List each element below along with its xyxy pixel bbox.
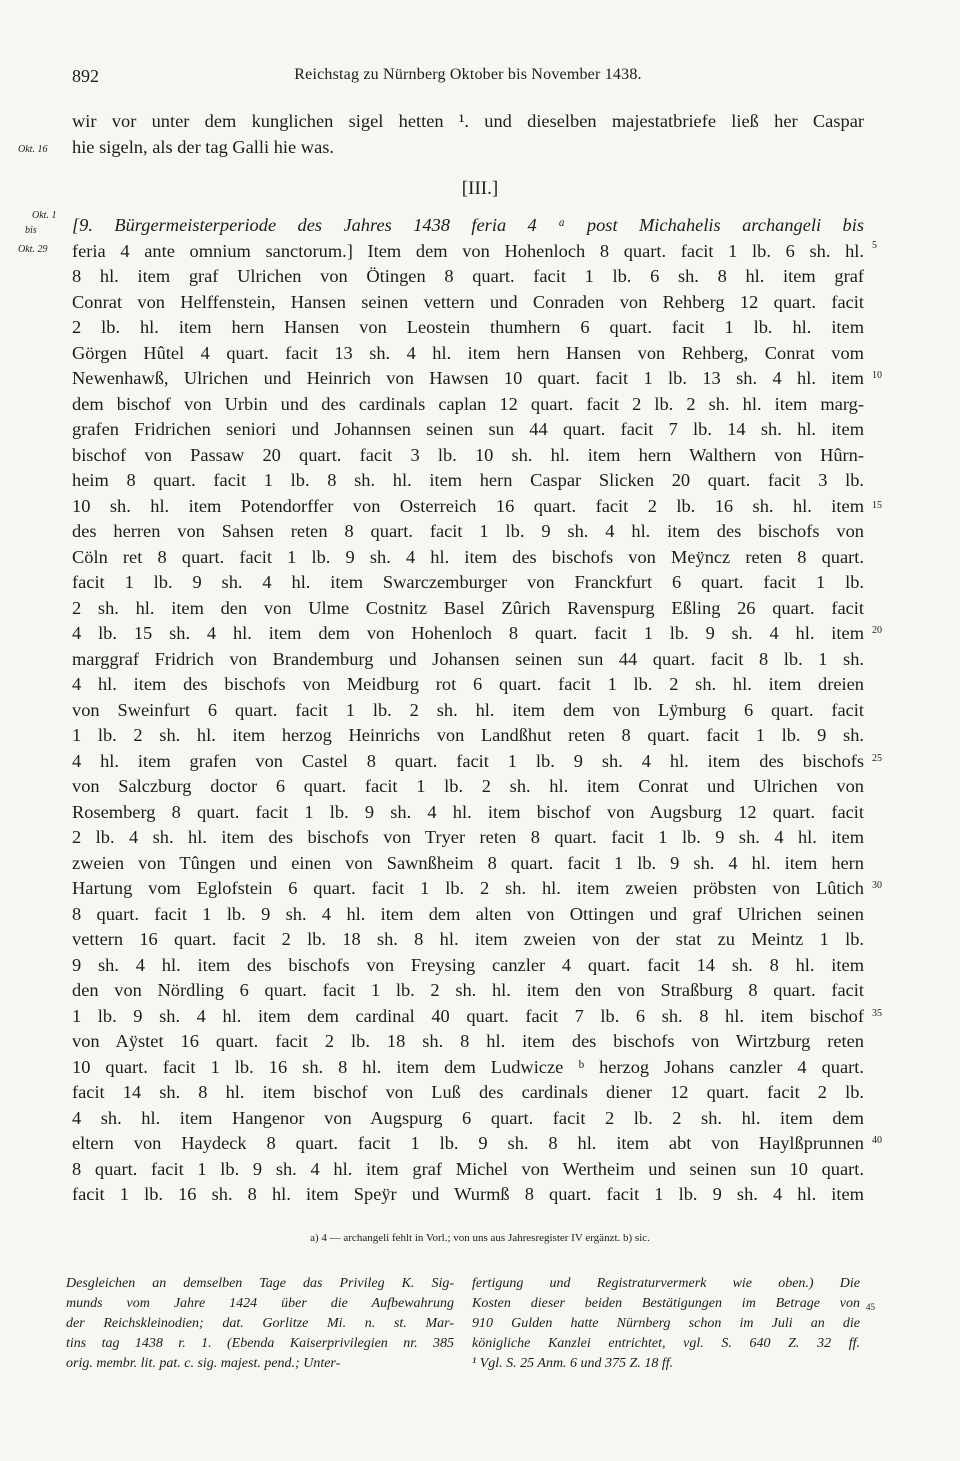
footnotes: a) 4 — archangeli fehlt in Vorl.; von uns aus Jahresregister IV ergänzt. b) sic. xyxy=(310,1232,650,1244)
line-number: 45 xyxy=(866,1302,875,1312)
line-number: 10 xyxy=(872,370,882,381)
regest-line: der Reichskleinodien; dat. Gorlitze Mi. n. st. Mar- xyxy=(66,1316,454,1331)
regest-line: ¹ Vgl. S. 25 Anm. 6 und 375 Z. 18 ff. xyxy=(472,1356,674,1371)
text-line: feria 4 ante omnium sanctorum.] Item dem von Hohenloch 8 quart. facit 1 lb. 6 sh. hl. xyxy=(72,240,864,261)
regest-line: fertigung und Registraturvermerk wie oben.) Die xyxy=(472,1276,860,1291)
text-line: wir vor unter dem kunglichen sigel hetten ¹. und dieselben majestatbriefe ließ her Caspar xyxy=(72,111,864,131)
text-line: 2 sh. hl. item den von Ulme Costnitz Basel Zûrich Ravenspurg Eßling 26 quart. facit xyxy=(72,597,864,618)
text-line: Newenhawß, Ulrichen und Heinrich von Hawsen 10 quart. facit 1 lb. 13 sh. 4 hl. item xyxy=(72,368,864,388)
text-line: facit 14 sh. 8 hl. item bischof von Luß des cardinals diener 12 quart. facit 2 lb. xyxy=(72,1082,864,1102)
regest-line: Desgleichen an demselben Tage das Privileg K. Sig- xyxy=(66,1276,454,1291)
text-line: vettern 16 quart. facit 2 lb. 18 sh. 8 hl. item zweien von der stat zu Meintz 1 lb. xyxy=(72,929,864,949)
regest-line: tins tag 1438 r. 1. (Ebenda Kaiserprivilegien nr. 385 xyxy=(66,1336,454,1351)
line-number: 25 xyxy=(872,753,882,764)
regest-line: munds vom Jahre 1424 über die Aufbewahrung xyxy=(66,1296,454,1311)
regest-right-column xyxy=(472,1274,860,1374)
regest-line: orig. membr. lit. pat. c. sig. majest. pend.; Unter- xyxy=(66,1356,341,1371)
line-number: 5 xyxy=(872,240,877,251)
regest-line: 910 Gulden hatte Nürnberg schon im Juli an die xyxy=(472,1316,860,1331)
line-number: 15 xyxy=(872,500,882,511)
text-line: 8 quart. facit 1 lb. 9 sh. 4 hl. item dem alten von Ottingen und graf Ulrichen seinen xyxy=(72,903,864,924)
margin-date: bis xyxy=(25,225,37,236)
margin-date: Okt. 29 xyxy=(18,244,48,255)
text-line: bischof von Passaw 20 quart. facit 3 lb. 10 sh. hl. item hern Walthern von Hûrn- xyxy=(72,444,864,465)
text-line: 1 lb. 9 sh. 4 hl. item dem cardinal 40 quart. facit 7 lb. 6 sh. 8 hl. item bischof xyxy=(72,1005,864,1026)
line-number: 30 xyxy=(872,880,882,891)
text-line: 10 sh. hl. item Potendorffer von Osterreich 16 quart. facit 2 lb. 16 sh. hl. item xyxy=(72,495,864,516)
text-line: heim 8 quart. facit 1 lb. 8 sh. hl. item hern Caspar Slicken 20 quart. facit 3 lb. xyxy=(72,470,864,490)
regest-line: königliche Kanzlei entrichtet, vgl. S. 640 Z. 32 ff. xyxy=(472,1336,860,1351)
text-line: 4 hl. item des bischofs von Meidburg rot 6 quart. facit 1 lb. 2 sh. hl. item dreien xyxy=(72,674,864,694)
text-line: 2 lb. 4 sh. hl. item des bischofs von Tryer reten 8 quart. facit 1 lb. 9 sh. 4 hl. item xyxy=(72,827,864,847)
text-line: hie sigeln, als der tag Galli hie was. xyxy=(72,137,334,157)
text-line: von Sweinfurt 6 quart. facit 1 lb. 2 sh. hl. item dem von Lÿmburg 6 quart. facit xyxy=(72,699,864,720)
margin-date: Okt. 1 xyxy=(32,210,57,221)
text-line: Cöln ret 8 quart. facit 1 lb. 9 sh. 4 hl. item des bischofs von Meÿncz reten 8 quart. xyxy=(72,546,864,567)
text-line: 9 sh. 4 hl. item des bischofs von Freysing canzler 4 quart. facit 14 sh. 8 hl. item xyxy=(72,954,864,975)
regest-left-column xyxy=(66,1274,454,1374)
text-line: Hartung vom Eglofstein 6 quart. facit 1 lb. 2 sh. hl. item zweien pröbsten von Lûtich xyxy=(72,878,864,898)
margin-date: Okt. 16 xyxy=(18,144,48,155)
regest-line: Kosten dieser beiden Bestätigungen im Betrage von xyxy=(472,1296,860,1311)
text-line: 4 sh. hl. item Hangenor von Augspurg 6 quart. facit 2 lb. 2 sh. hl. item dem xyxy=(72,1107,864,1128)
text-line: 1 lb. 2 sh. hl. item herzog Heinrichs von Landßhut reten 8 quart. facit 1 lb. 9 sh. xyxy=(72,725,864,745)
running-title: Reichstag zu Nürnberg Oktober bis November 1438. xyxy=(294,66,642,83)
text-line: marggraf Fridrich von Brandemburg und Johansen seinen sun 44 quart. facit 8 lb. 1 sh. xyxy=(72,648,864,669)
section-heading: [III.] xyxy=(461,178,499,199)
text-line: [9. Bürgermeisterperiode des Jahres 1438 feria 4 ᵃ post Michahelis archangeli bis xyxy=(72,215,864,235)
text-line: facit 1 lb. 16 sh. 8 hl. item Speÿr und Wurmß 8 quart. facit 1 lb. 9 sh. 4 hl. item xyxy=(72,1184,864,1204)
line-number: 40 xyxy=(872,1135,882,1146)
page-number: 892 xyxy=(72,66,99,86)
text-line: dem bischof von Urbin und des cardinals caplan 12 quart. facit 2 lb. 2 sh. hl. item marg- xyxy=(72,393,864,414)
page-header xyxy=(72,66,864,96)
text-line: 4 hl. item grafen von Castel 8 quart. facit 1 lb. 9 sh. 4 hl. item des bischofs xyxy=(72,750,864,771)
text-line: grafen Fridrichen seniori und Johannsen seinen sun 44 quart. facit 7 lb. 14 sh. hl. item xyxy=(72,419,864,439)
line-number: 20 xyxy=(872,625,882,636)
text-line: den von Nördling 6 quart. facit 1 lb. 2 sh. hl. item den von Straßburg 8 quart. facit xyxy=(72,980,864,1000)
line-number: 35 xyxy=(872,1008,882,1019)
text-line: 8 hl. item graf Ulrichen von Ötingen 8 quart. facit 1 lb. 6 sh. 8 hl. item graf xyxy=(72,266,864,286)
text-line: von Aÿstet 16 quart. facit 2 lb. 18 sh. 8 hl. item des bischofs von Wirtzburg reten xyxy=(72,1031,864,1051)
text-line: Rosemberg 8 quart. facit 1 lb. 9 sh. 4 hl. item bischof von Augsburg 12 quart. facit xyxy=(72,801,864,822)
text-line: facit 1 lb. 9 sh. 4 hl. item Swarczemburger von Franckfurt 6 quart. facit 1 lb. xyxy=(72,572,864,592)
text-line: 10 quart. facit 1 lb. 16 sh. 8 hl. item dem Ludwicze ᵇ herzog Johans canzler 4 quart. xyxy=(72,1056,864,1077)
text-line: des herren von Sahsen reten 8 quart. facit 1 lb. 9 sh. 4 hl. item des bischofs von xyxy=(72,521,864,541)
text-line: Conrat von Helffenstein, Hansen seinen vettern und Conraden von Rehberg 12 quart. facit xyxy=(72,291,864,312)
text-line: 4 lb. 15 sh. 4 hl. item dem von Hohenloch 8 quart. facit 1 lb. 9 sh. 4 hl. item xyxy=(72,623,864,643)
text-line: 8 quart. facit 1 lb. 9 sh. 4 hl. item graf Michel von Wertheim und seinen sun 10 quart. xyxy=(72,1158,864,1179)
text-line: 2 lb. hl. item hern Hansen von Leostein thumhern 6 quart. facit 1 lb. hl. item xyxy=(72,317,864,337)
text-line: Görgen Hûtel 4 quart. facit 13 sh. 4 hl. item hern Hansen von Rehberg, Conrat vom xyxy=(72,342,864,363)
text-line: von Salczburg doctor 6 quart. facit 1 lb. 2 sh. hl. item Conrat und Ulrichen von xyxy=(72,776,864,796)
text-line: eltern von Haydeck 8 quart. facit 1 lb. 9 sh. 8 hl. item abt von Haylßprunnen xyxy=(72,1133,864,1153)
text-line: zweien von Tûngen und einen von Sawnßheim 8 quart. facit 1 lb. 9 sh. 4 hl. item hern xyxy=(72,852,864,873)
